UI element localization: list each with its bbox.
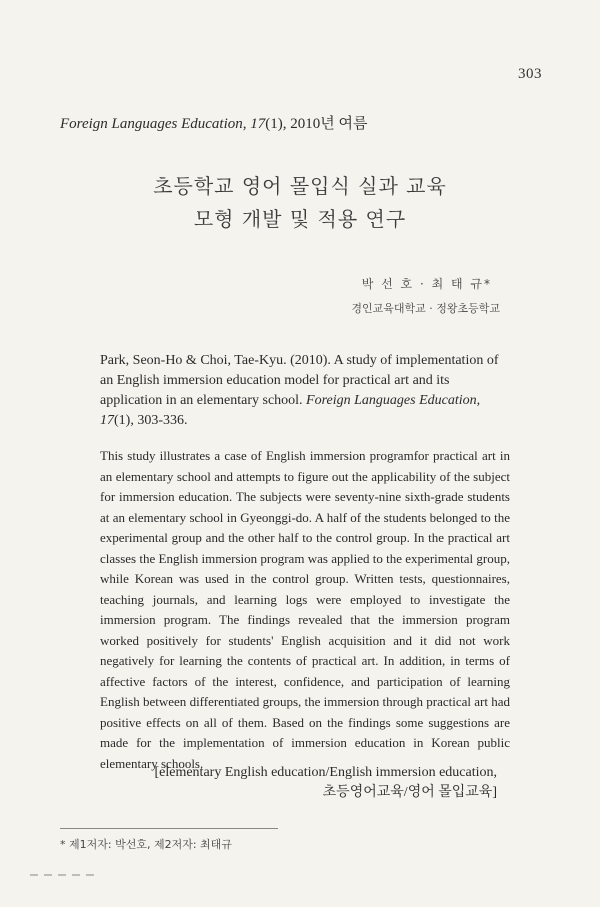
abstract: This study illustrates a case of English immersion programfor practical art in an elementary school and attempts to figure out the applicability of the subject for immersion education. The subjects were seventy-nine sixth-grade students at an elementary school in Gyeonggi-do. A half of the students belonged to the experimental group and the other half to the control group. In the practical art classes the English immersion program was applied to the experimental group, while Korean was used in the control group. Written tests, questionnaires, teaching journals, and learning logs were employed to investigate the immersion program. The findings revealed that the immersion program worked positively for students' English acquisition and it did not work negatively for learning the contents of practical art. In addition, in terms of affective factors of the interest, confidence, and participation of learning English between differentiated groups, the immersion through practical art had positive effects on all of them. Based on the findings some suggestions are made for the implementation of immersion education in Korean public elementary schools. (100, 448, 510, 771)
scan-artifact (30, 874, 100, 876)
footnote-divider (60, 828, 278, 829)
citation-text: Park, Seon-Ho & Choi, Tae-Kyu. (2010). A study of implementation of an English immersion education model for practical art and its application in an elementary school. (100, 353, 499, 408)
citation-volume: 17 (100, 413, 114, 428)
authors: 박 선 호 · 최 태 규* (361, 277, 492, 291)
journal-name: Foreign Languages Education, (60, 116, 247, 132)
citation-pages: (1), 303-336. (114, 413, 188, 428)
keywords-line-1: [elementary English education/English immersion education, (154, 765, 497, 780)
citation-journal: Foreign Languages Education, (306, 393, 481, 408)
paper-title (0, 170, 600, 236)
keywords-line-2: 초등영어교육/영어 몰입교육] (322, 785, 497, 800)
footnote: * 제1저자: 박선호, 제2저자: 최태규 (60, 838, 232, 851)
journal-volume: 17 (250, 116, 266, 132)
journal-issue-date: (1), 2010년 여름 (265, 116, 368, 132)
journal-header (60, 112, 367, 133)
keywords (154, 763, 497, 803)
affiliation: 경인교육대학교 · 정왕초등학교 (351, 302, 500, 315)
title-line-2: 모형 개발 및 적용 연구 (193, 207, 407, 231)
citation (100, 351, 510, 431)
title-line-1: 초등학교 영어 몰입식 실과 교육 (153, 174, 447, 198)
page-number: 303 (518, 66, 542, 82)
